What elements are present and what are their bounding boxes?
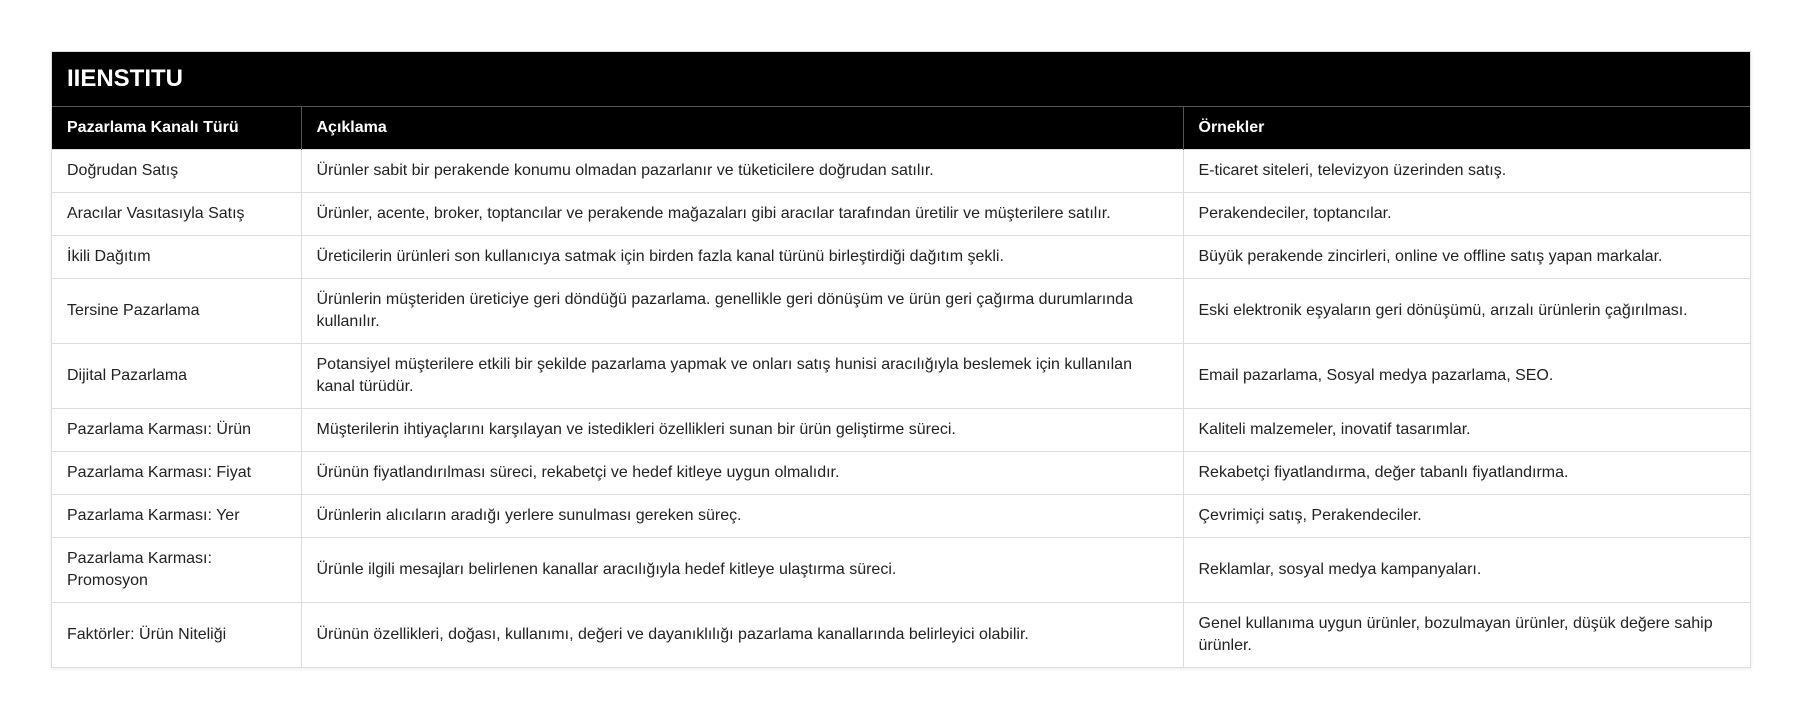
cell-description: Ürünlerin müşteriden üreticiye geri döndüğü pazarlama. genellikle geri dönüşüm ve ürün geri çağırma durumlarında kullanılır. xyxy=(301,279,1183,344)
table-row xyxy=(52,344,1750,409)
column-header-examples: Örnekler xyxy=(1183,107,1750,150)
table-title: IIENSTITU xyxy=(52,52,1750,106)
cell-examples: Reklamlar, sosyal medya kampanyaları. xyxy=(1183,538,1750,603)
cell-description: Ürünler sabit bir perakende konumu olmadan pazarlanır ve tüketicilere doğrudan satılır. xyxy=(301,150,1183,193)
cell-description: Ürünler, acente, broker, toptancılar ve perakende mağazaları gibi aracılar tarafından üretilir ve müşterilere satılır. xyxy=(301,193,1183,236)
table-row xyxy=(52,236,1750,279)
cell-type: Pazarlama Karması: Ürün xyxy=(52,409,301,452)
table-row xyxy=(52,193,1750,236)
marketing-channel-table xyxy=(52,106,1750,667)
column-header-type: Pazarlama Kanalı Türü xyxy=(52,107,301,150)
table-row xyxy=(52,495,1750,538)
cell-description: Müşterilerin ihtiyaçlarını karşılayan ve istedikleri özellikleri sunan bir ürün geliştirme süreci. xyxy=(301,409,1183,452)
column-header-description: Açıklama xyxy=(301,107,1183,150)
cell-type: Pazarlama Karması: Fiyat xyxy=(52,452,301,495)
cell-description: Ürünlerin alıcıların aradığı yerlere sunulması gereken süreç. xyxy=(301,495,1183,538)
cell-examples: Genel kullanıma uygun ürünler, bozulmayan ürünler, düşük değere sahip ürünler. xyxy=(1183,603,1750,668)
table-row xyxy=(52,452,1750,495)
table-row xyxy=(52,409,1750,452)
table-row xyxy=(52,603,1750,668)
header-row xyxy=(52,107,1750,150)
table-card xyxy=(51,51,1751,668)
cell-examples: Rekabetçi fiyatlandırma, değer tabanlı fiyatlandırma. xyxy=(1183,452,1750,495)
cell-description: Ürünün özellikleri, doğası, kullanımı, değeri ve dayanıklılığı pazarlama kanallarında belirleyici olabilir. xyxy=(301,603,1183,668)
cell-description: Potansiyel müşterilere etkili bir şekilde pazarlama yapmak ve onları satış hunisi aracılığıyla beslemek için kullanılan kanal türüdür. xyxy=(301,344,1183,409)
cell-type: Pazarlama Karması: Promosyon xyxy=(52,538,301,603)
cell-description: Ürünle ilgili mesajları belirlenen kanallar aracılığıyla hedef kitleye ulaştırma süreci. xyxy=(301,538,1183,603)
cell-type: Aracılar Vasıtasıyla Satış xyxy=(52,193,301,236)
cell-examples: E-ticaret siteleri, televizyon üzerinden satış. xyxy=(1183,150,1750,193)
cell-type: Pazarlama Karması: Yer xyxy=(52,495,301,538)
cell-type: İkili Dağıtım xyxy=(52,236,301,279)
cell-examples: Çevrimiçi satış, Perakendeciler. xyxy=(1183,495,1750,538)
cell-description: Ürünün fiyatlandırılması süreci, rekabetçi ve hedef kitleye uygun olmalıdır. xyxy=(301,452,1183,495)
cell-examples: Eski elektronik eşyaların geri dönüşümü, arızalı ürünlerin çağırılması. xyxy=(1183,279,1750,344)
cell-type: Dijital Pazarlama xyxy=(52,344,301,409)
cell-examples: Perakendeciler, toptancılar. xyxy=(1183,193,1750,236)
table-row xyxy=(52,279,1750,344)
cell-type: Faktörler: Ürün Niteliği xyxy=(52,603,301,668)
cell-examples: Email pazarlama, Sosyal medya pazarlama, SEO. xyxy=(1183,344,1750,409)
table-row xyxy=(52,150,1750,193)
table-row xyxy=(52,538,1750,603)
cell-examples: Kaliteli malzemeler, inovatif tasarımlar. xyxy=(1183,409,1750,452)
cell-type: Tersine Pazarlama xyxy=(52,279,301,344)
cell-description: Üreticilerin ürünleri son kullanıcıya satmak için birden fazla kanal türünü birleştirdiği dağıtım şekli. xyxy=(301,236,1183,279)
cell-examples: Büyük perakende zincirleri, online ve offline satış yapan markalar. xyxy=(1183,236,1750,279)
cell-type: Doğrudan Satış xyxy=(52,150,301,193)
